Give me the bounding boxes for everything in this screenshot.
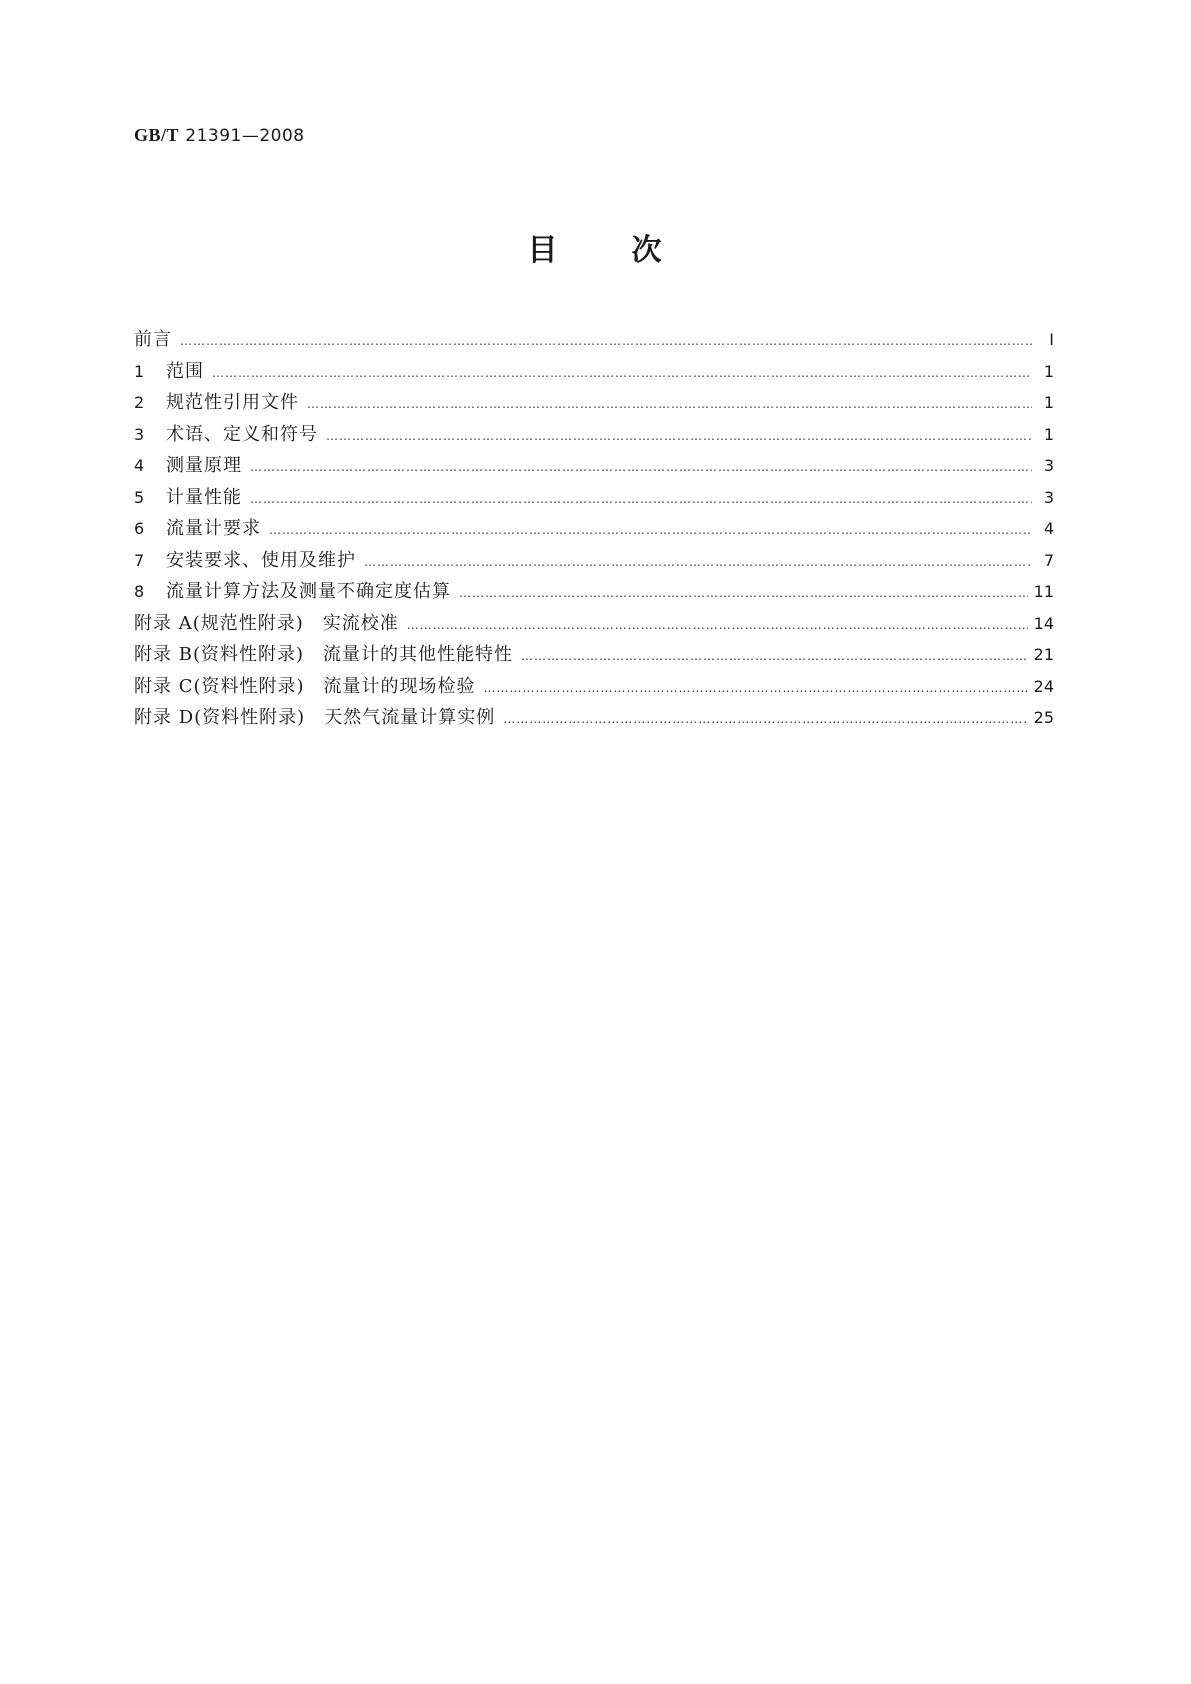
toc-entry-page: 1 <box>1043 361 1054 381</box>
toc-leader-dots <box>326 429 1032 443</box>
toc-entry[interactable] <box>134 451 1054 483</box>
toc-entry-annex[interactable] <box>134 609 1054 641</box>
toc-entry-page: 14 <box>1033 613 1054 633</box>
toc-leader-dots <box>364 555 1032 569</box>
toc-entry-number: 4 <box>134 456 146 475</box>
toc-entry[interactable] <box>134 483 1054 515</box>
toc-entry[interactable] <box>134 357 1054 389</box>
toc-leader-dots <box>459 586 1028 600</box>
toc-entry-page: 3 <box>1043 456 1054 475</box>
toc-entry-page: 25 <box>1033 708 1054 727</box>
toc-entry-annex[interactable] <box>134 703 1054 735</box>
toc-leader-dots <box>250 492 1032 506</box>
standard-header <box>134 125 305 146</box>
toc-entry-page: 21 <box>1033 645 1054 664</box>
toc-leader-dots <box>484 681 1028 695</box>
toc-entry[interactable] <box>134 546 1054 578</box>
toc-leader-dots <box>407 618 1028 632</box>
standard-code: GB/T <box>134 125 180 145</box>
table-of-contents <box>134 325 1054 735</box>
toc-entry-title: 计量性能 <box>166 486 242 508</box>
toc-entry-page: 24 <box>1033 676 1054 696</box>
toc-entry-number: 3 <box>134 424 146 444</box>
toc-entry-title: 流量计算方法及测量不确定度估算 <box>166 581 451 602</box>
toc-entry-label: 前言 <box>134 329 172 350</box>
toc-leader-dots <box>250 460 1032 474</box>
toc-entry-label: 附录 A(规范性附录) 实流校准 <box>134 612 399 634</box>
page-title-char-1: 目 <box>527 233 560 268</box>
toc-entry-page: 7 <box>1043 550 1054 570</box>
toc-leader-dots <box>307 397 1032 411</box>
toc-entry-number: 6 <box>134 519 146 538</box>
toc-entry[interactable] <box>134 388 1054 420</box>
toc-entry-label <box>134 420 318 446</box>
toc-entry[interactable] <box>134 577 1054 609</box>
toc-entry-label <box>134 357 204 383</box>
toc-leader-dots <box>521 649 1028 663</box>
toc-entry[interactable] <box>134 325 1054 357</box>
toc-entry-label <box>134 514 261 540</box>
toc-leader-dots <box>180 334 1032 348</box>
toc-entry-label <box>134 483 242 509</box>
toc-entry-page: Ⅰ <box>1049 330 1054 349</box>
toc-entry-page: 4 <box>1043 519 1054 538</box>
toc-entry-title: 规范性引用文件 <box>166 392 299 413</box>
page-title <box>0 225 1191 269</box>
toc-entry-label: 附录 D(资料性附录) 天然气流量计算实例 <box>134 707 496 728</box>
toc-entry-label <box>134 546 356 572</box>
toc-entry-title: 术语、定义和符号 <box>166 423 318 445</box>
toc-entry-label: 附录 C(资料性附录) 流量计的现场检验 <box>134 675 476 697</box>
toc-entry-number: 7 <box>134 550 146 570</box>
toc-entry-title: 范围 <box>166 360 204 382</box>
toc-entry-page: 3 <box>1043 487 1054 507</box>
toc-entry-label <box>134 388 299 414</box>
toc-entry-number: 5 <box>134 487 146 507</box>
toc-entry-title: 流量计要求 <box>166 518 261 539</box>
toc-entry-label <box>134 451 242 477</box>
toc-entry-page: 11 <box>1033 582 1054 601</box>
toc-entry-annex[interactable] <box>134 640 1054 672</box>
toc-entry-number: 2 <box>134 393 146 412</box>
toc-entry-label <box>134 577 451 603</box>
toc-entry[interactable] <box>134 514 1054 546</box>
toc-entry[interactable] <box>134 420 1054 452</box>
standard-number: 21391—2008 <box>185 126 305 146</box>
toc-entry-number: 8 <box>134 582 146 601</box>
toc-entry-title: 安装要求、使用及维护 <box>166 549 356 571</box>
toc-entry-annex[interactable] <box>134 672 1054 704</box>
toc-leader-dots <box>503 712 1027 726</box>
toc-entry-page: 1 <box>1043 393 1054 412</box>
toc-entry-page: 1 <box>1043 424 1054 444</box>
toc-entry-title: 测量原理 <box>166 455 242 476</box>
page-title-char-2: 次 <box>631 233 664 268</box>
toc-leader-dots <box>212 366 1032 380</box>
toc-leader-dots <box>269 523 1032 537</box>
toc-entry-label: 附录 B(资料性附录) 流量计的其他性能特性 <box>134 644 513 665</box>
toc-entry-number: 1 <box>134 361 146 381</box>
